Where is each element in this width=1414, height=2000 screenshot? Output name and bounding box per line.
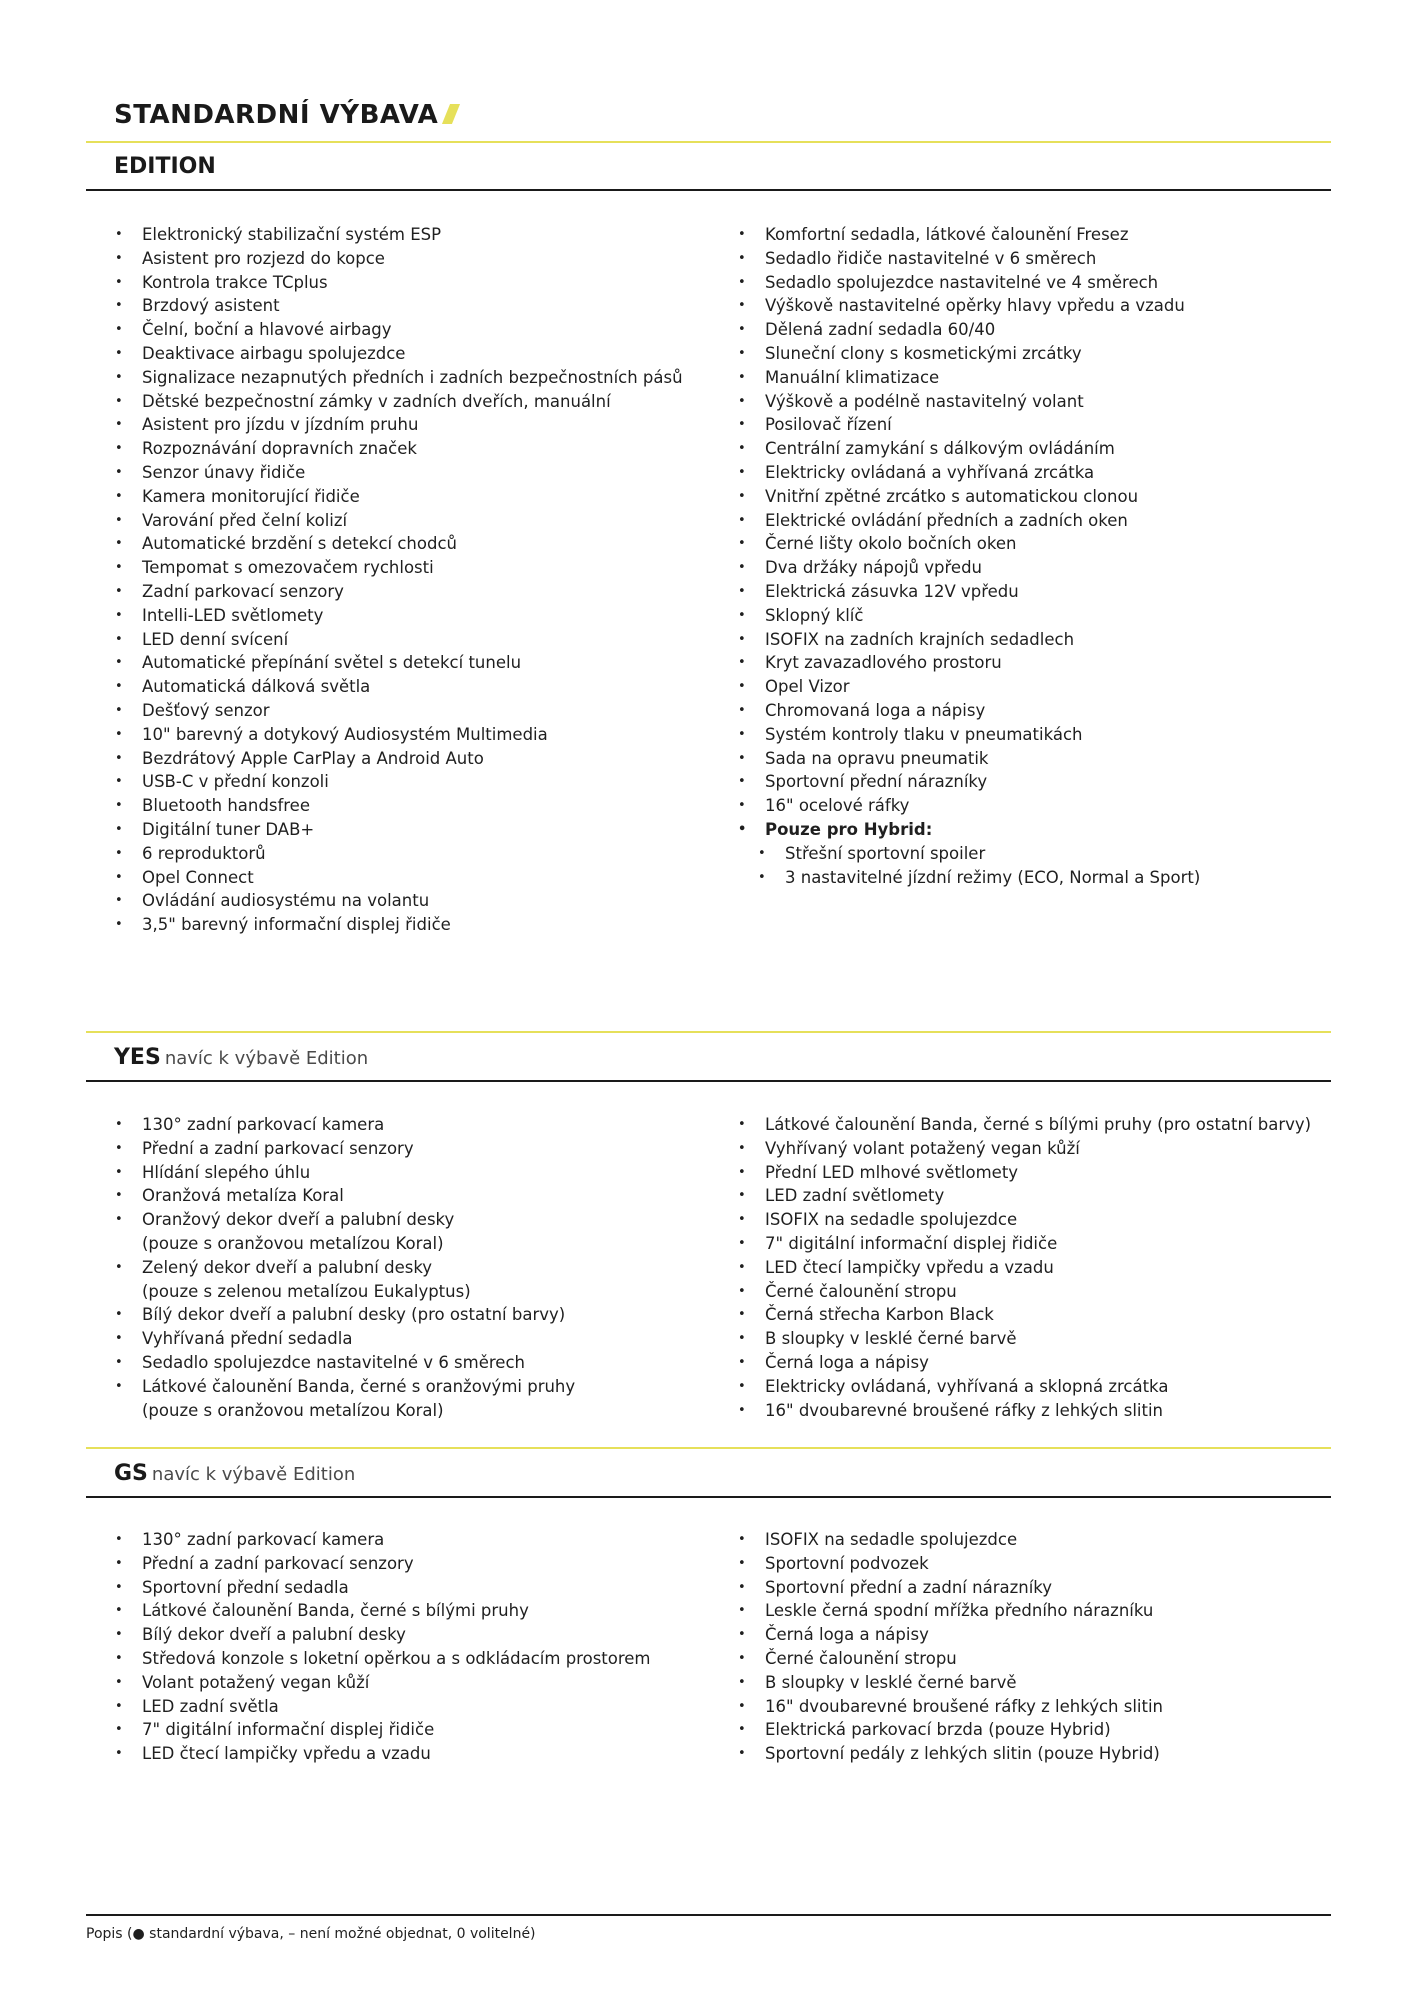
sub-list-item: • 3 nastavitelné jízdní režimy (ECO, Normal a Sport) <box>738 866 1200 890</box>
list-item: • 7" digitální informační displej řidiče <box>115 1718 651 1742</box>
list-item: • Opel Connect <box>115 866 683 890</box>
list-item: • Látkové čalounění Banda, černé s oranžovými pruhy <box>115 1375 575 1399</box>
list-item: • Sedadlo spolujezdce nastavitelné ve 4 směrech <box>738 271 1200 295</box>
list-item: (pouze s zelenou metalízou Eukalyptus) <box>142 1281 471 1301</box>
yes-list-right <box>738 1113 1311 1422</box>
section-title-edition: EDITION <box>114 154 216 179</box>
list-item: • 130° zadní parkovací kamera <box>115 1113 575 1137</box>
list-item: • USB-C v přední konzoli <box>115 770 683 794</box>
list-item: • Dva držáky nápojů vpředu <box>738 556 1200 580</box>
list-item: • ISOFIX na zadních krajních sedadlech <box>738 628 1200 652</box>
list-item: • 3,5" barevný informační displej řidiče <box>115 913 683 937</box>
list-item: • Sedadlo spolujezdce nastavitelné v 6 směrech <box>115 1351 575 1375</box>
list-item: • Sedadlo řidiče nastavitelné v 6 směrech <box>738 247 1200 271</box>
list-item: • Sklopný klíč <box>738 604 1200 628</box>
list-item: • 6 reproduktorů <box>115 842 683 866</box>
list-item: • Sluneční clony s kosmetickými zrcátky <box>738 342 1200 366</box>
list-item: • Bezdrátový Apple CarPlay a Android Auto <box>115 747 683 771</box>
list-item: • Bílý dekor dveří a palubní desky (pro ostatní barvy) <box>115 1303 575 1327</box>
list-item: • Černá loga a nápisy <box>738 1351 1311 1375</box>
list-item: • Vyhřívaná přední sedadla <box>115 1327 575 1351</box>
list-item: • Kamera monitorující řidiče <box>115 485 683 509</box>
list-item: • Leskle černá spodní mřížka předního nárazníku <box>738 1599 1163 1623</box>
list-item: • ISOFIX na sedadle spolujezdce <box>738 1528 1163 1552</box>
list-item: • Centrální zamykání s dálkovým ovládáním <box>738 437 1200 461</box>
list-item: • Posilovač řízení <box>738 413 1200 437</box>
list-item: • Asistent pro rozjezd do kopce <box>115 247 683 271</box>
list-item: • Automatické přepínání světel s detekcí tunelu <box>115 651 683 675</box>
list-item: • Automatické brzdění s detekcí chodců <box>115 532 683 556</box>
page-title <box>114 100 456 130</box>
list-item: • Automatická dálková světla <box>115 675 683 699</box>
list-item: • Digitální tuner DAB+ <box>115 818 683 842</box>
list-item: • Signalizace nezapnutých předních i zadních bezpečnostních pásů <box>115 366 683 390</box>
list-item: • Zadní parkovací senzory <box>115 580 683 604</box>
list-item: • Systém kontroly tlaku v pneumatikách <box>738 723 1200 747</box>
list-item: • Středová konzole s loketní opěrkou a s odkládacím prostorem <box>115 1647 651 1671</box>
list-item: • 130° zadní parkovací kamera <box>115 1528 651 1552</box>
list-item: • Hlídání slepého úhlu <box>115 1161 575 1185</box>
list-item: • Elektrická parkovací brzda (pouze Hybrid) <box>738 1718 1163 1742</box>
list-item: • Černé čalounění stropu <box>738 1280 1311 1304</box>
yellow-divider <box>86 1447 1331 1449</box>
list-item: • Sportovní přední nárazníky <box>738 770 1200 794</box>
list-item: • 16" ocelové ráfky <box>738 794 1200 818</box>
list-item: • Oranžová metalíza Koral <box>115 1184 575 1208</box>
list-item: • Sportovní přední a zadní nárazníky <box>738 1576 1163 1600</box>
list-item: • Černé lišty okolo bočních oken <box>738 532 1200 556</box>
list-item: • Černá loga a nápisy <box>738 1623 1163 1647</box>
list-item: • Bílý dekor dveří a palubní desky <box>115 1623 651 1647</box>
list-item: • Chromovaná loga a nápisy <box>738 699 1200 723</box>
section-subtitle: navíc k výbavě Edition <box>164 1048 369 1069</box>
list-item: • 7" digitální informační displej řidiče <box>738 1232 1311 1256</box>
list-item: • Černá střecha Karbon Black <box>738 1303 1311 1327</box>
list-item: • Senzor únavy řidiče <box>115 461 683 485</box>
list-item: • 16" dvoubarevné broušené ráfky z lehkých slitin <box>738 1399 1311 1423</box>
section-name: GS <box>114 1461 148 1486</box>
section-title-yes <box>114 1045 368 1070</box>
list-item: • Kryt zavazadlového prostoru <box>738 651 1200 675</box>
legend: Popis (● standardní výbava, – není možné objednat, 0 volitelné) <box>86 1926 536 1942</box>
list-item: • Elektrické ovládání předních a zadních oken <box>738 509 1200 533</box>
edition-list-right <box>738 223 1200 889</box>
list-item: • Oranžový dekor dveří a palubní desky <box>115 1208 575 1232</box>
list-item: • Výškově a podélně nastavitelný volant <box>738 390 1200 414</box>
gs-list-left <box>115 1528 651 1766</box>
list-item: • Komfortní sedadla, látkové čalounění Fresez <box>738 223 1200 247</box>
black-divider <box>86 1496 1331 1498</box>
list-item: • Vnitřní zpětné zrcátko s automatickou clonou <box>738 485 1200 509</box>
list-item: • Rozpoznávání dopravních značek <box>115 437 683 461</box>
gs-list-right <box>738 1528 1163 1766</box>
list-item: • LED čtecí lampičky vpředu a vzadu <box>738 1256 1311 1280</box>
list-item: • Brzdový asistent <box>115 294 683 318</box>
list-item: • Deaktivace airbagu spolujezdce <box>115 342 683 366</box>
list-item: • Volant potažený vegan kůží <box>115 1671 651 1695</box>
yellow-divider <box>86 1031 1331 1033</box>
yellow-divider <box>86 141 1331 143</box>
list-item: • Vyhřívaný volant potažený vegan kůží <box>738 1137 1311 1161</box>
list-item: • Přední a zadní parkovací senzory <box>115 1137 575 1161</box>
list-item: • B sloupky v lesklé černé barvě <box>738 1671 1163 1695</box>
list-item: • Asistent pro jízdu v jízdním pruhu <box>115 413 683 437</box>
list-item: • Přední a zadní parkovací senzory <box>115 1552 651 1576</box>
list-item: • Černé čalounění stropu <box>738 1647 1163 1671</box>
list-item: • Dětské bezpečnostní zámky v zadních dveřích, manuální <box>115 390 683 414</box>
list-item: (pouze s oranžovou metalízou Koral) <box>142 1400 444 1420</box>
sub-list-item: • Střešní sportovní spoiler <box>738 842 1200 866</box>
list-item: • Zelený dekor dveří a palubní desky <box>115 1256 575 1280</box>
list-item: • Varování před čelní kolizí <box>115 509 683 533</box>
list-item: • Výškově nastavitelné opěrky hlavy vpředu a vzadu <box>738 294 1200 318</box>
slash-icon <box>442 104 460 124</box>
section-title-gs <box>114 1461 355 1486</box>
black-divider <box>86 1080 1331 1082</box>
list-item: • Látkové čalounění Banda, černé s bílými pruhy (pro ostatní barvy) <box>738 1113 1311 1137</box>
list-item: • 10" barevný a dotykový Audiosystém Multimedia <box>115 723 683 747</box>
list-item: • Dešťový senzor <box>115 699 683 723</box>
list-item: • Čelní, boční a hlavové airbagy <box>115 318 683 342</box>
list-item: • Ovládání audiosystému na volantu <box>115 889 683 913</box>
list-item: • Přední LED mlhové světlomety <box>738 1161 1311 1185</box>
yes-list-left <box>115 1113 575 1422</box>
section-subtitle: navíc k výbavě Edition <box>151 1464 356 1485</box>
list-item: • Manuální klimatizace <box>738 366 1200 390</box>
list-item: • Elektrická zásuvka 12V vpředu <box>738 580 1200 604</box>
list-item: • 16" dvoubarevné broušené ráfky z lehkých slitin <box>738 1695 1163 1719</box>
list-item: • Látkové čalounění Banda, černé s bílými pruhy <box>115 1599 651 1623</box>
list-item: • B sloupky v lesklé černé barvě <box>738 1327 1311 1351</box>
list-item: • Elektricky ovládaná a vyhřívaná zrcátka <box>738 461 1200 485</box>
black-divider <box>86 1914 1331 1916</box>
page-title-text: STANDARDNÍ VÝBAVA <box>114 100 439 130</box>
edition-list-left <box>115 223 683 937</box>
list-item: • Sada na opravu pneumatik <box>738 747 1200 771</box>
list-item: • Elektronický stabilizační systém ESP <box>115 223 683 247</box>
list-item: • Sportovní přední sedadla <box>115 1576 651 1600</box>
list-item: • Dělená zadní sedadla 60/40 <box>738 318 1200 342</box>
list-item: • LED čtecí lampičky vpředu a vzadu <box>115 1742 651 1766</box>
list-item: • LED denní svícení <box>115 628 683 652</box>
list-item: • Sportovní podvozek <box>738 1552 1163 1576</box>
list-item: • Elektricky ovládaná, vyhřívaná a sklopná zrcátka <box>738 1375 1311 1399</box>
list-item: • Kontrola trakce TCplus <box>115 271 683 295</box>
list-item: • Opel Vizor <box>738 675 1200 699</box>
list-item: • LED zadní světla <box>115 1695 651 1719</box>
list-item: • Tempomat s omezovačem rychlosti <box>115 556 683 580</box>
list-item: (pouze s oranžovou metalízou Koral) <box>142 1233 444 1253</box>
list-item: • ISOFIX na sedadle spolujezdce <box>738 1208 1311 1232</box>
list-item: • Bluetooth handsfree <box>115 794 683 818</box>
section-name: YES <box>114 1045 161 1070</box>
list-item: • LED zadní světlomety <box>738 1184 1311 1208</box>
list-item: • Intelli-LED světlomety <box>115 604 683 628</box>
list-item: • Pouze pro Hybrid: <box>738 818 1200 842</box>
black-divider <box>86 189 1331 191</box>
list-item: • Sportovní pedály z lehkých slitin (pouze Hybrid) <box>738 1742 1163 1766</box>
